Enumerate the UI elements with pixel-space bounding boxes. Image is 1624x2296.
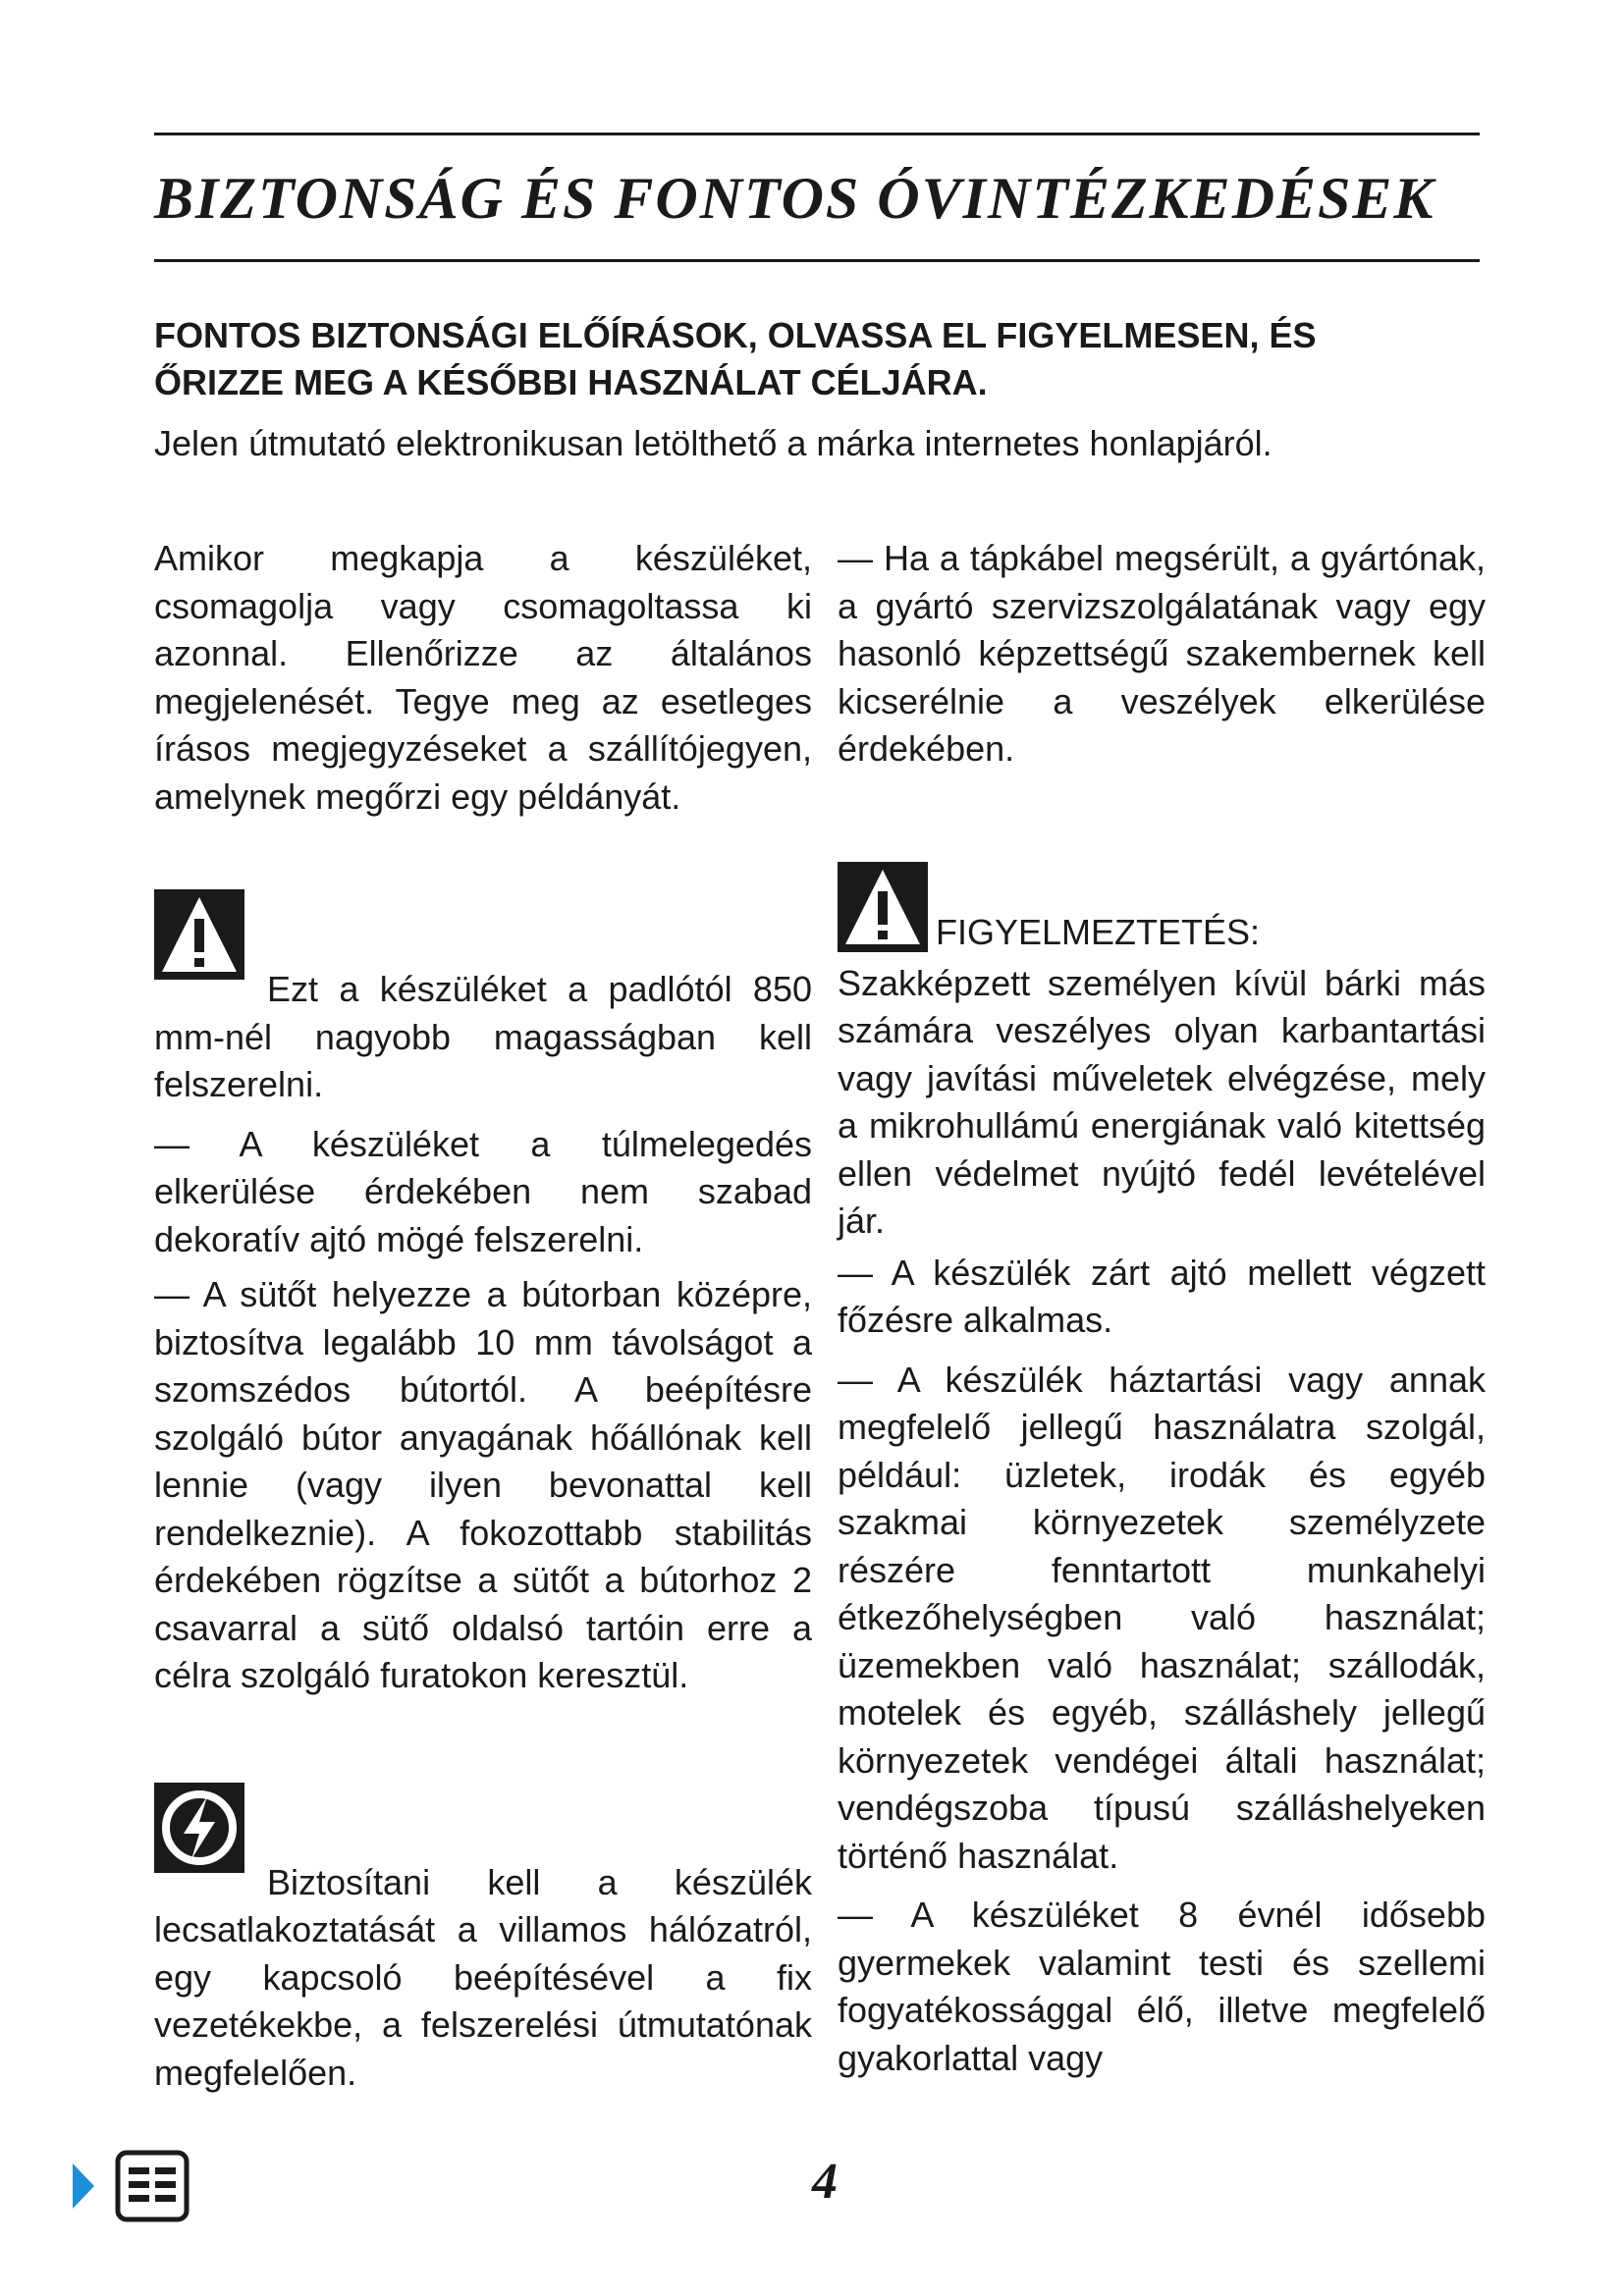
important-notice-line2: ŐRIZZE MEG A KÉSŐBBI HASZNÁLAT CÉLJÁRA.: [154, 362, 988, 402]
table-of-contents-icon: [73, 2150, 190, 2223]
warning-triangle-icon: [838, 862, 928, 952]
title-underline: [154, 259, 1480, 262]
closed-door-paragraph: — A készülék zárt ajtó mellett végzett főzésre alkalmas.: [838, 1252, 1486, 1340]
door-paragraph: — A készüléket a túlmelegedés elkerülése érdekében nem szabad dekoratív ajtó mögé felszerelni.: [154, 1123, 812, 1259]
important-notice-line1: FONTOS BIZTONSÁGI ELŐÍRÁSOK, OLVASSA EL FIGYELMESEN, ÉS: [154, 315, 1317, 355]
toc-nav-button[interactable]: [73, 2150, 190, 2223]
electric-hazard-icon: [154, 1783, 244, 1873]
warning-label: FIGYELMEZTETÉS:: [936, 911, 1261, 952]
disconnect-paragraph: [154, 1859, 812, 2098]
height-paragraph: [154, 966, 812, 1109]
furniture-paragraph: — A sütőt helyezze a bútorban középre, biztosítva legalább 10 mm távolságot a szomszédos bútortól. A beépítésre szolgáló bútor anyagának hőállónak kell lennie (vagy ilyen bevonattal kell rendelkeznie). A fokozottabb stabilitás érdekében rögzítse a sütőt a bútorhoz 2 csavarral a sütő oldalsó tartóin erre a célra szolgáló furatokon keresztül.: [154, 1274, 812, 1695]
warning-triangle-icon: [154, 889, 244, 980]
important-notice: [154, 312, 1489, 406]
children-paragraph: — A készüléket 8 évnél idősebb gyermekek valamint testi és szellemi fogyatékossággal élő, illetve megfelelő gyakorlattal vagy: [838, 1895, 1486, 2078]
disconnect-text: Biztosítani kell a készülék lecsatlakoztatását a villamos hálózatról, egy kapcsoló beépítésével a fix vezetékekbe, a felszerelési útmutatónak megfelelően.: [154, 1861, 812, 2093]
household-paragraph: — A készülék háztartási vagy annak megfelelő jellegű használatra szolgál, például: üzletek, irodák és egyéb szakmai környezetek személyzete részére fenntartott munkahelyi étkezőhelységben való használat; üzemekben való használat; szállodák, motelek és egyéb, szálláshely jellegű környezetek vendégei általi használat; vendégszoba típusú szálláshelyeken történő használat.: [838, 1359, 1486, 1876]
download-note: Jelen útmutató elektronikusan letölthető a márka internetes honlapjáról.: [154, 423, 1272, 463]
warning-heading: [838, 862, 1486, 952]
page-title: BIZTONSÁG ÉS FONTOS ÓVINTÉZKEDÉSEK: [154, 166, 1435, 231]
page-number: 4: [812, 2154, 838, 2210]
top-rule: [154, 133, 1480, 135]
cable-paragraph: — Ha a tápkábel megsérült, a gyártónak, a gyártó szervizszolgálatának vagy egy hasonló képzettségű szakembernek kell kicserélnie a veszélyek elkerülése érdekében.: [838, 538, 1486, 769]
left-column: [154, 535, 812, 2097]
warning-paragraph: Szakképzett személyen kívül bárki más számára veszélyes olyan karbantartási vagy javítási műveletek elvégzése, mely a mikrohullámú energiának való kitettség ellen védelmet nyújtó fedél levételével jár.: [838, 962, 1486, 1241]
receive-paragraph: Amikor megkapja a készüléket, csomagolja vagy csomagoltassa ki azonnal. Ellenőrizze az általános megjelenését. Tegye meg az esetleges írásos megjegyzéseket a szállítójegyen, amelynek megőrzi egy példányát.: [154, 538, 812, 817]
height-text: Ezt a készüléket a padlótól 850 mm-nél nagyobb magasságban kell felszerelni.: [154, 969, 812, 1104]
right-column: [838, 535, 1486, 2082]
